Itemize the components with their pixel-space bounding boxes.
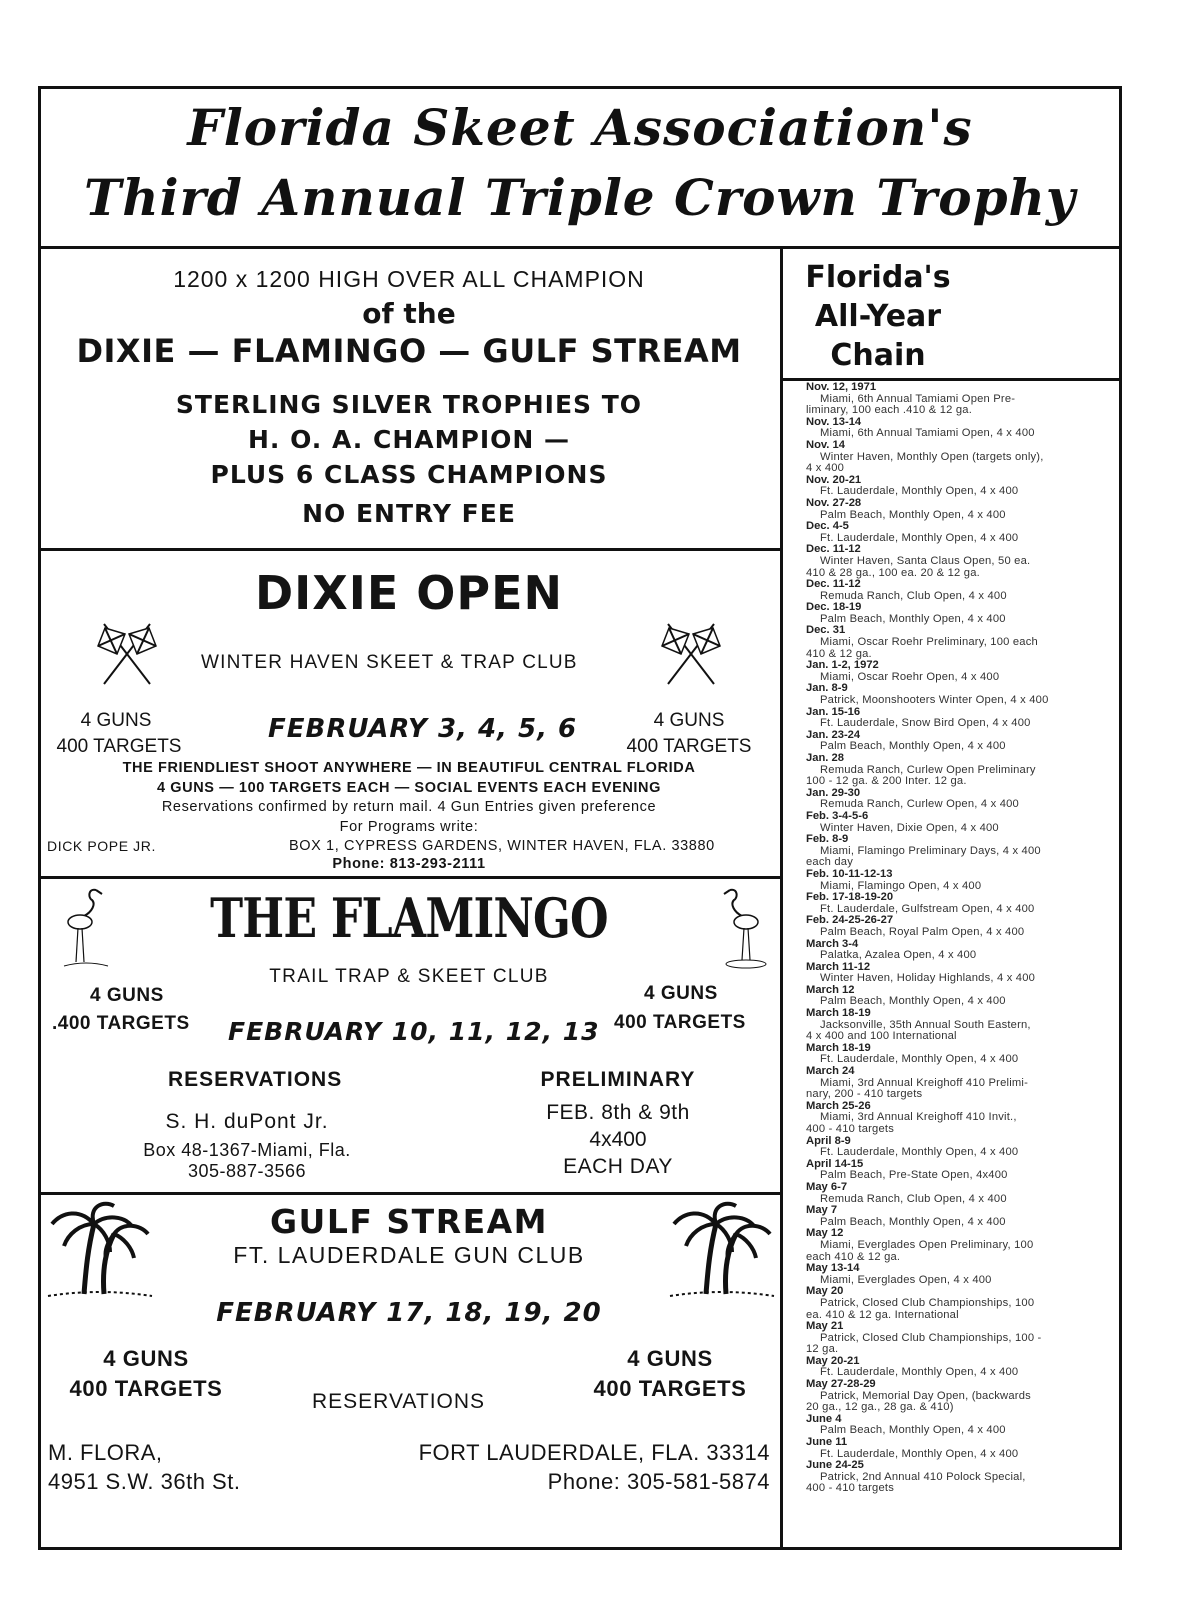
gulf-city: FORT LAUDERDALE, FLA. 33314 (418, 1440, 770, 1465)
chain-entry-text: Ft. Lauderdale, Monthly Open, 4 x 400 (820, 1366, 1019, 1379)
chain-entry-date: Feb. 24-25-26-27 (806, 914, 894, 927)
gulf-contact (48, 1438, 240, 1496)
dixie-guns-left-count: 4 GUNS (80, 710, 152, 731)
chain-entry-text: Winter Haven, Monthly Open (targets only), (820, 450, 1044, 463)
chain-entry-date: Jan. 23-24 (806, 728, 861, 741)
chain-entry-date: June 4 (806, 1412, 842, 1425)
chain-entry-text: ea. 410 & 12 ga. International (806, 1308, 959, 1321)
dixie-tagline: THE FRIENDLIEST SHOOT ANYWHERE — IN BEAUTIFUL CENTRAL FLORIDA (122, 760, 696, 776)
chain-entry (806, 579, 1078, 602)
chain-entry-date: March 25-26 (806, 1099, 871, 1112)
chain-entry-date: June 24-25 (806, 1459, 864, 1472)
chain-title-line3: Chain (830, 338, 926, 373)
gulf-contact-address: 4951 S.W. 36th St. (48, 1469, 241, 1494)
flamingo-prelim-label: PRELIMINARY (540, 1068, 696, 1091)
chain-entry (806, 915, 1078, 938)
chain-title-line1: Florida's (805, 260, 951, 295)
chain-entry (806, 1159, 1078, 1182)
chain-entry (806, 730, 1078, 753)
chain-entry-text: Miami, 6th Annual Tamiami Open, 4 x 400 (820, 427, 1035, 440)
gulf-targets-left: 400 TARGETS (69, 1376, 223, 1401)
chain-entry-text: liminary, 100 each .410 & 12 ga. (806, 404, 973, 417)
flamingo-targets-right: 400 TARGETS (614, 1012, 746, 1033)
chain-entry-date: May 13-14 (806, 1262, 860, 1275)
no-entry-fee: NO ENTRY FEE (302, 499, 516, 528)
chain-entry (806, 417, 1078, 440)
gulf-dates: FEBRUARY 17, 18, 19, 20 (216, 1298, 602, 1328)
chain-entry-date: April 8-9 (806, 1134, 851, 1147)
of-the-text: of the (362, 297, 456, 330)
chain-entry-date: Jan. 28 (806, 752, 844, 764)
chain-entry-date: Nov. 14 (806, 438, 845, 451)
chain-entry (806, 625, 1078, 660)
chain-entry-text: Jacksonville, 35th Annual South Eastern, (820, 1018, 1031, 1031)
chain-entry-date: Jan. 15-16 (806, 705, 861, 718)
chain-entry-text: Ft. Lauderdale, Monthly Open, 4 x 400 (820, 531, 1019, 544)
chain-entry-text: 4 x 400 and 100 International (806, 1030, 957, 1043)
chain-entry-text: nary, 200 - 410 targets (806, 1088, 923, 1101)
gulf-title: GULF STREAM (269, 1202, 549, 1241)
chain-entry-text: Palm Beach, Monthly Open, 4 x 400 (820, 995, 1006, 1008)
chain-entry (806, 788, 1078, 811)
chain-entry-text: Remuda Ranch, Club Open, 4 x 400 (820, 589, 1007, 602)
dixie-address: BOX 1, CYPRESS GARDENS, WINTER HAVEN, FLA. 33880 (289, 838, 715, 854)
dixie-guns-left (52, 708, 180, 760)
chain-entry (806, 602, 1078, 625)
chain-entry-date: Dec. 18-19 (806, 601, 862, 614)
chain-entry-text: Palm Beach, Pre-State Open, 4x400 (820, 1169, 1008, 1182)
chain-entry (806, 892, 1078, 915)
chain-entry-text: Ft. Lauderdale, Snow Bird Open, 4 x 400 (820, 717, 1031, 730)
dixie-contact: DICK POPE JR. (47, 838, 156, 854)
divider-flamingo (38, 1192, 783, 1195)
chain-entry-date: March 3-4 (806, 937, 859, 950)
chain-entry-date: May 20-21 (806, 1354, 860, 1367)
chain-entry-text: Patrick, Closed Club Championships, 100 - (820, 1331, 1042, 1344)
chain-entry-date: March 11-12 (806, 960, 871, 973)
dixie-club: WINTER HAVEN SKEET & TRAP CLUB (201, 652, 578, 673)
chain-entry (806, 1101, 1078, 1136)
chain-entry-date: May 21 (806, 1320, 844, 1333)
chain-entry-date: Jan. 1-2, 1972 (806, 659, 879, 672)
chain-entry (806, 1066, 1078, 1101)
chain-entry (806, 1356, 1078, 1379)
chain-entry-text: Miami, Flamingo Open, 4 x 400 (820, 879, 982, 892)
chain-entry-date: Nov. 27-28 (806, 496, 862, 509)
chain-entry-text: Palm Beach, Monthly Open, 4 x 400 (820, 508, 1006, 521)
chain-entry (806, 683, 1078, 706)
chain-entry-text: Palm Beach, Monthly Open, 4 x 400 (820, 1215, 1006, 1228)
chain-entry-text: Remuda Ranch, Club Open, 4 x 400 (820, 1192, 1007, 1205)
flamingo-contact-name: S. H. duPont Jr. (165, 1110, 329, 1133)
chain-entry-text: Palm Beach, Royal Palm Open, 4 x 400 (820, 925, 1025, 938)
flamingo-guns-left: 4 GUNS (90, 985, 164, 1006)
chain-entry-text: Remuda Ranch, Curlew Open, 4 x 400 (820, 798, 1019, 811)
chain-entry (806, 660, 1078, 683)
chain-entry (806, 1136, 1078, 1159)
chain-entry-text: Winter Haven, Dixie Open, 4 x 400 (820, 821, 999, 834)
intro-section (38, 266, 780, 528)
chain-entry-date: Feb. 3-4-5-6 (806, 809, 869, 822)
gulf-reservations-label: RESERVATIONS (312, 1390, 486, 1413)
chain-entry-text: Ft. Lauderdale, Monthly Open, 4 x 400 (820, 1053, 1019, 1066)
gulf-contact-name: M. FLORA, (48, 1440, 163, 1465)
dixie-dates: FEBRUARY 3, 4, 5, 6 (268, 714, 578, 744)
chain-entry-text: Remuda Ranch, Curlew Open Preliminary (820, 763, 1036, 776)
chain-entry (806, 1228, 1078, 1263)
chain-entry-text: 410 & 28 ga., 100 ea. 20 & 12 ga. (806, 566, 980, 579)
flamingo-title: THE FLAMINGO (210, 886, 608, 950)
divider-dixie (38, 876, 783, 879)
chain-entry-date: Jan. 8-9 (806, 682, 848, 695)
chain-entry (806, 382, 1078, 417)
chain-entry-text: 4 x 400 (806, 462, 845, 475)
chain-entry-text: 12 ga. (806, 1343, 839, 1356)
chain-entry-text: Patrick, 2nd Annual 410 Polock Special, (820, 1470, 1026, 1483)
gulf-guns-right (572, 1344, 768, 1404)
chain-entry-text: Miami, 6th Annual Tamiami Open Pre- (820, 392, 1016, 405)
flamingo-contact-address: Box 48-1367-Miami, Fla. (143, 1140, 351, 1160)
chain-entry-text: Palatka, Azalea Open, 4 x 400 (820, 949, 977, 962)
dixie-format: 4 GUNS — 100 TARGETS EACH — SOCIAL EVENTS EACH EVENING (156, 779, 661, 796)
chain-entry-date: June 11 (806, 1436, 848, 1449)
chain-entry (806, 1205, 1078, 1228)
chain-entry (806, 498, 1078, 521)
chain-entry-date: Jan. 29-30 (806, 786, 861, 799)
dixie-title: DIXIE OPEN (254, 566, 564, 620)
chain-entry (806, 1460, 1078, 1495)
chain-entry (806, 544, 1078, 579)
chain-entry (806, 962, 1078, 985)
flamingo-dates: FEBRUARY 10, 11, 12, 13 (228, 1017, 600, 1046)
dixie-details (38, 759, 780, 837)
chain-entry (806, 440, 1078, 475)
chain-entry (806, 1263, 1078, 1286)
chain-entry-date: March 12 (806, 983, 855, 996)
chain-entry-date: Dec. 4-5 (806, 520, 849, 533)
dixie-phone: Phone: 813-293-2111 (332, 856, 486, 872)
gulf-guns-left (48, 1344, 244, 1404)
chain-title-line2: All-Year (814, 299, 942, 334)
confederate-flags-icon-right (656, 618, 726, 688)
chain-entry-text: Miami, 3rd Annual Kreighoff 410 Prelimi- (820, 1076, 1029, 1089)
gulf-guns-left-count: 4 GUNS (103, 1346, 189, 1371)
chain-entry-text: Palm Beach, Monthly Open, 4 x 400 (820, 740, 1006, 753)
chain-title (786, 258, 970, 375)
chain-entry-text: Patrick, Memorial Day Open, (backwards (820, 1389, 1031, 1402)
chain-entry-text: 400 - 410 targets (806, 1123, 894, 1135)
chain-entry-text: Palm Beach, Monthly Open, 4 x 400 (820, 612, 1006, 625)
gulf-phone: Phone: 305-581-5874 (547, 1469, 770, 1494)
chain-entry-text: Miami, Everglades Open Preliminary, 100 (820, 1238, 1034, 1251)
chain-entry-text: Miami, Oscar Roehr Preliminary, 100 each (820, 636, 1038, 649)
gulf-club: FT. LAUDERDALE GUN CLUB (233, 1242, 585, 1268)
flamingo-contact (112, 1110, 382, 1182)
chain-entry-date: May 6-7 (806, 1180, 848, 1193)
chain-entry-text: Miami, Flamingo Preliminary Days, 4 x 400 (820, 844, 1041, 857)
chain-entry-text: Winter Haven, Holiday Highlands, 4 x 400 (820, 972, 1036, 985)
chain-entry-text: 400 - 410 targets (806, 1482, 894, 1495)
flamingo-contact-phone: 305-887-3566 (187, 1161, 307, 1181)
chain-entry-text: Miami, 3rd Annual Kreighoff 410 Invit., (820, 1111, 1017, 1124)
chain-entry-date: Feb. 8-9 (806, 833, 849, 846)
chain-entry (806, 1321, 1078, 1356)
chain-entry-text: 20 ga., 12 ga., 28 ga. & 410) (806, 1401, 954, 1414)
chain-entry-date: Nov. 13-14 (806, 415, 862, 428)
flamingo-guns-right: 4 GUNS (644, 983, 718, 1004)
chain-entry-text: Ft. Lauderdale, Monthly Open, 4 x 400 (820, 485, 1019, 498)
chain-entry (806, 869, 1078, 892)
flamingo-reservations-label: RESERVATIONS (168, 1068, 343, 1091)
chain-entry-text: Ft. Lauderdale, Monthly Open, 4 x 400 (820, 1447, 1019, 1460)
chain-entry-date: May 12 (806, 1227, 844, 1240)
chain-entry-text: Palm Beach, Monthly Open, 4 x 400 (820, 1424, 1006, 1437)
dixie-guns-right-count: 4 GUNS (653, 710, 725, 731)
confederate-flags-icon-left (92, 618, 162, 688)
chain-entry (806, 1286, 1078, 1321)
flamingo-icon-right (712, 886, 768, 970)
chain-entry-text: 410 & 12 ga. (806, 647, 872, 660)
chain-entry-text: each day (806, 856, 854, 869)
chain-entry (806, 1379, 1078, 1414)
chain-entry-text: Patrick, Moonshooters Winter Open, 4 x 400 (820, 694, 1049, 707)
chain-entry (806, 475, 1078, 498)
chain-entry-date: May 20 (806, 1285, 844, 1298)
flamingo-prelim-dates: FEB. 8th & 9th (546, 1101, 690, 1124)
divider-column (780, 246, 783, 1550)
chain-entry (806, 1414, 1078, 1437)
hoa-line: 1200 x 1200 HIGH OVER ALL CHAMPION (173, 266, 645, 292)
trophies-line1: STERLING SILVER TROPHIES TO (175, 390, 643, 419)
chain-entry (806, 753, 1078, 788)
chain-entry-text: each 410 & 12 ga. (806, 1250, 901, 1263)
header-title-line2: Third Annual Triple Crown Trophy (84, 168, 1076, 227)
chain-entry-date: Feb. 17-18-19-20 (806, 891, 894, 904)
chain-entry-text: Ft. Lauderdale, Monthly Open, 4 x 400 (820, 1146, 1019, 1159)
chain-entry (806, 834, 1078, 869)
divider-intro (38, 548, 783, 551)
chain-entry (806, 985, 1078, 1008)
chain-entry-date: March 18-19 (806, 1007, 871, 1020)
flamingo-targets-left: .400 TARGETS (52, 1013, 190, 1034)
flamingo-preliminary (494, 1068, 742, 1179)
flamingo-prelim-format: 4x400 (589, 1128, 647, 1151)
header-title-line1: Florida Skeet Association's (187, 98, 973, 157)
dixie-reservations: Reservations confirmed by return mail. 4 Gun Entries given preference (161, 799, 657, 815)
chain-entry-date: Nov. 20-21 (806, 473, 862, 486)
chain-entry (806, 811, 1078, 834)
chain-entry-text: Winter Haven, Santa Claus Open, 50 ea. (820, 554, 1031, 567)
chain-entry (806, 1437, 1078, 1460)
chain-entry-date: Dec. 31 (806, 624, 846, 637)
chain-entry-text: Miami, Everglades Open, 4 x 400 (820, 1273, 992, 1286)
chain-entry-text: Miami, Oscar Roehr Open, 4 x 400 (820, 670, 1000, 683)
chain-entry-date: Dec. 11-12 (806, 543, 861, 556)
chain-entry-date: Nov. 12, 1971 (806, 381, 877, 393)
chain-entry-date: March 24 (806, 1065, 855, 1078)
chain-entry-date: Feb. 10-11-12-13 (806, 867, 893, 880)
chain-entry-text: Patrick, Closed Club Championships, 100 (820, 1296, 1035, 1309)
flamingo-prelim-each: EACH DAY (563, 1155, 673, 1178)
chain-entry-date: March 18-19 (806, 1041, 871, 1054)
dixie-guns-right (614, 708, 764, 760)
trophies-line2: H. O. A. CHAMPION — (247, 425, 571, 454)
divider-title (38, 246, 1122, 249)
trophies-line3: PLUS 6 CLASS CHAMPIONS (210, 460, 608, 489)
chain-entry (806, 1182, 1078, 1205)
chain-entry-text: 100 - 12 ga. & 200 Inter. 12 ga. (806, 775, 967, 788)
chain-schedule-list (806, 382, 1078, 1495)
chain-entry-date: May 27-28-29 (806, 1378, 876, 1391)
dixie-programs: For Programs write: (339, 818, 479, 835)
chain-entry-date: May 7 (806, 1204, 838, 1217)
flamingo-club: TRAIL TRAP & SKEET CLUB (269, 966, 549, 987)
events-line: DIXIE — FLAMINGO — GULF STREAM (76, 332, 742, 370)
dixie-targets-left: 400 TARGETS (56, 736, 182, 757)
chain-entry-text: Ft. Lauderdale, Gulfstream Open, 4 x 400 (820, 902, 1035, 915)
chain-entry (806, 1008, 1078, 1043)
gulf-targets-right: 400 TARGETS (593, 1376, 747, 1401)
chain-entry (806, 707, 1078, 730)
chain-entry-date: Dec. 11-12 (806, 578, 861, 591)
chain-entry-date: April 14-15 (806, 1157, 864, 1170)
gulf-city-phone (400, 1438, 770, 1496)
chain-entry (806, 1043, 1078, 1066)
chain-entry (806, 939, 1078, 962)
chain-entry (806, 521, 1078, 544)
gulf-guns-right-count: 4 GUNS (627, 1346, 713, 1371)
dixie-targets-right: 400 TARGETS (626, 736, 752, 757)
